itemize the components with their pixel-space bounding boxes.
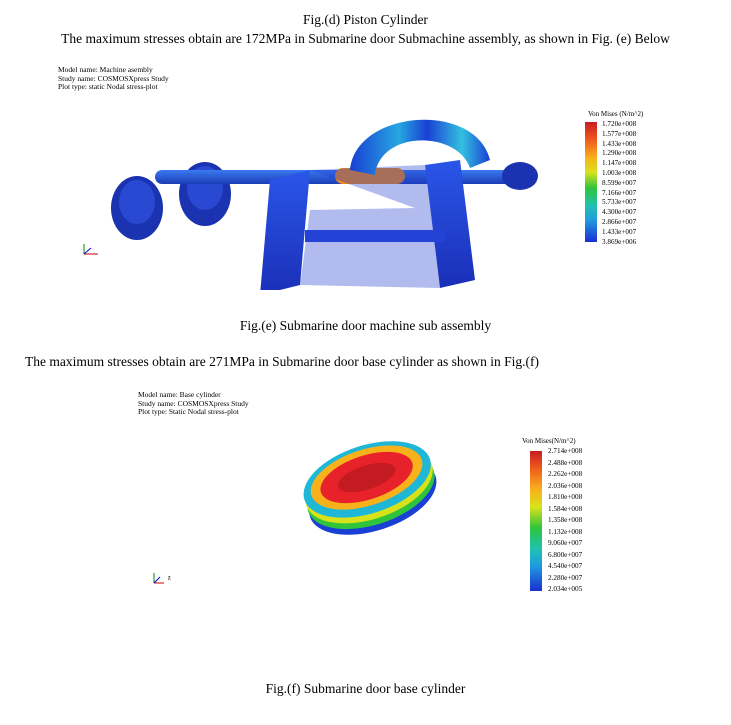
legend-value: 2.280e+007 — [548, 573, 583, 582]
legend-value: 1.147e+008 — [602, 159, 637, 168]
coordinate-triad-icon — [82, 242, 104, 258]
legend-value: 9.060e+007 — [548, 539, 583, 547]
coordinate-triad-icon — [152, 571, 171, 585]
study-name-label: Study name: COSMOSXpress Study — [138, 398, 249, 408]
legend-value: 4.540e+007 — [548, 562, 583, 570]
legend-value: 3.869e+006 — [602, 237, 637, 246]
legend-value: 1.433e+008 — [602, 139, 637, 148]
figure-e-meta — [58, 66, 169, 92]
plot-type-label: Plot type: static Nodal stress-plot — [58, 82, 158, 91]
figure-e-legend-title: Von Mises (N/m^2) — [588, 110, 644, 118]
legend-value: 7.166e+007 — [602, 188, 637, 197]
legend-value: 2.714e+008 — [548, 447, 583, 455]
legend-value: 4.300e+007 — [602, 208, 637, 217]
figure-e-stress-plot — [40, 60, 700, 310]
fig-f-intro-paragraph: The maximum stresses obtain are 271MPa in Submarine door base cylinder as shown in Fig.(f) — [25, 354, 540, 369]
legend-value: 1.290e+008 — [602, 149, 637, 158]
legend-value: 5.733e+007 — [602, 198, 637, 207]
plot-type-label: Plot type: Static Nodal stress-plot — [138, 407, 239, 416]
figure-e-legend-values — [602, 120, 682, 244]
model-name-label: Model name: Base cylinder — [138, 390, 221, 399]
legend-value: 1.003e+008 — [602, 169, 637, 177]
fig-e-intro-paragraph: The maximum stresses obtain are 172MPa in Submarine door Submachine assembly, as shown in Fig. (e) Below — [61, 31, 670, 46]
figure-f-legend-values — [548, 447, 628, 593]
legend-value: 1.810e+008 — [548, 493, 583, 501]
figure-e-color-legend-bar — [585, 122, 597, 242]
legend-value: 1.358e+008 — [548, 516, 583, 524]
legend-value: 6.800e+007 — [548, 550, 583, 559]
figure-f-color-legend-bar — [530, 451, 542, 591]
legend-value: 8.599e+007 — [602, 178, 637, 187]
base-cylinder-render — [290, 433, 450, 543]
legend-value: 2.036e+008 — [548, 481, 583, 490]
study-name-label: Study name: COSMOSXpress Study — [58, 73, 169, 83]
legend-value: 1.584e+008 — [548, 504, 583, 513]
fig-e-caption: Fig.(e) Submarine door machine sub assembly — [239, 318, 492, 333]
figure-f-stress-plot — [130, 385, 630, 615]
legend-value: 1.433e+007 — [602, 227, 637, 236]
machine-assembly-render — [95, 90, 575, 290]
model-name-label: Model name: Machine asembly — [58, 65, 153, 74]
figure-f-legend-title: Von Mises(N/m^2) — [522, 437, 576, 445]
fig-f-caption: Fig.(f) Submarine door base cylinder — [265, 681, 466, 696]
legend-value: 2.488e+008 — [548, 458, 583, 467]
legend-value: 1.132e+008 — [548, 527, 583, 536]
legend-value: 1.577e+008 — [602, 129, 637, 138]
fig-d-caption: Fig.(d) Piston Cylinder — [303, 12, 428, 27]
legend-value: 2.866e+007 — [602, 218, 637, 226]
triad-axis-label: z — [167, 573, 171, 582]
legend-value: 2.034e+005 — [548, 585, 583, 593]
legend-value: 1.720e+008 — [602, 120, 637, 128]
legend-value: 2.262e+008 — [548, 470, 583, 478]
figure-f-meta — [138, 391, 249, 417]
